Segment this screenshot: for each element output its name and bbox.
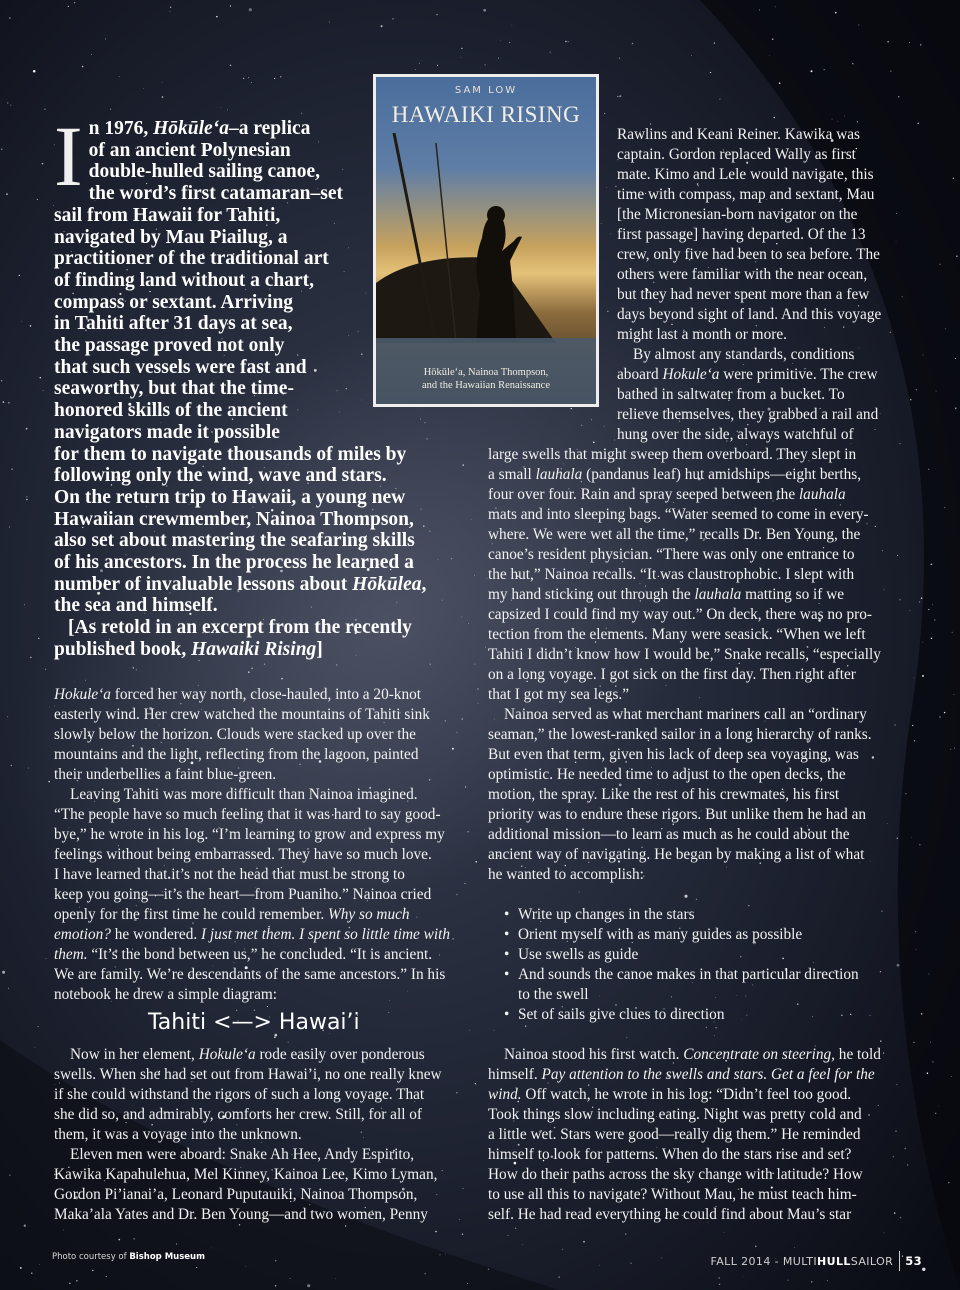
intro-line: navigated by Mau Piailug, a [54, 226, 288, 248]
text-line: Eleven men were aboard: Snake Ah Hee, Andy Espirito, [70, 1146, 415, 1163]
goal-item: • Set of sails give clues to direction [504, 1006, 725, 1023]
text-line: wind. Off watch, he wrote in his log: “Didn’t feel too good. [488, 1086, 852, 1103]
right-column-text [488, 445, 908, 885]
intro-line: number of invaluable lessons about Hōkūlea, [54, 573, 427, 595]
goal-item: • And sounds the canoe makes in that particular direction [504, 966, 859, 983]
intro-line: that such vessels were fast and [54, 356, 307, 378]
text-line: might last a month or more. [617, 326, 787, 343]
text-line: tection from the elements. Many were seasick. “When we left [488, 626, 866, 643]
goal-item: • Use swells as guide [504, 946, 639, 963]
page-number: 53 [905, 1254, 922, 1268]
drop-cap: I [54, 108, 83, 204]
bullet-icon: • [504, 1006, 510, 1023]
text-line: she did so, and admirably, comforts her crew. Still, for all of [54, 1106, 423, 1123]
text-line: bye,” he wrote in his log. “I’m learning to grow and express my [54, 826, 445, 843]
text-line: himself. Pay attention to the swells and stars. Get a feel for the [488, 1066, 875, 1083]
intro-line: honored skills of the ancient [54, 400, 288, 422]
right-column-top-text [617, 125, 917, 445]
text-line: but they had never spent more than a few [617, 286, 870, 303]
intro-line: of his ancestors. In the process he learned a [54, 552, 414, 574]
text-line: How do their paths across the sky change with latitude? How [488, 1166, 863, 1183]
bullet-icon: • [504, 966, 510, 983]
goal-item: to the swell [518, 986, 589, 1003]
text-line: capsized I could find my way out.” On deck, there was no pro- [488, 606, 872, 623]
text-line: Maka’ala Yates and Dr. Ben Young—and two women, Penny [54, 1206, 428, 1223]
text-line: optimistic. He needed time to adjust to the open decks, the [488, 766, 846, 783]
text-line: if she could withstand the rigors of such a long voyage. That [54, 1086, 425, 1103]
book-subtitle: Hōkūle‘a, Nainoa Thompson, and the Hawaiian Renaissance [422, 367, 550, 391]
text-line: captain. Gordon replaced Wally as first [617, 146, 856, 163]
text-line: self. He had read everything he could find about Mau’s star [488, 1206, 852, 1223]
text-line: emotion? he wondered. I just met them. I spent so little time with [54, 926, 450, 943]
text-line: [the Micronesian-born navigator on the [617, 206, 858, 223]
text-line: hung over the side, always watchful of [617, 426, 854, 443]
bullet-icon: • [504, 906, 510, 923]
text-line: Leaving Tahiti was more difficult than Nainoa imagined. [70, 786, 418, 803]
text-line: a small lauhala (pandanus leaf) hut amidships—eight berths, [488, 466, 862, 483]
intro-line: double-hulled sailing canoe, [88, 161, 320, 183]
text-line: keep you going—it’s the heart—from Puaniho.” Nainoa cried [54, 886, 432, 903]
text-line: aboard Hokule‘a were primitive. The crew [617, 366, 878, 383]
text-line: that I got my sea legs.” [488, 686, 630, 703]
diagram-text: Tahiti <—> Hawai’i [148, 1010, 360, 1035]
text-line: notebook he drew a simple diagram: [54, 986, 278, 1003]
text-line: himself to look for patterns. When do the stars rise and set? [488, 1146, 852, 1163]
text-line: where. We were wet all the time,” recalls Dr. Ben Young, the [488, 526, 861, 543]
text-line: But even that term, given his lack of deep sea voyaging, was [488, 746, 859, 763]
text-line: bathed in saltwater from a bucket. To [617, 386, 845, 403]
text-line: Tahiti I didn’t know how I would be,” Snake recalls, “especially [488, 646, 881, 663]
text-line: easterly wind. Her crew watched the mountains of Tahiti sink [54, 706, 430, 723]
text-line: additional mission—to learn as much as he could about the [488, 826, 850, 843]
text-line: the hut,” Nainoa recalls. “It was claustrophobic. I slept with [488, 566, 855, 583]
book-author: SAM LOW [454, 85, 518, 96]
article-intro [54, 108, 474, 661]
intro-line: in Tahiti after 31 days at sea, [54, 313, 293, 335]
text-line: mountains and the light, reflecting from the lagoon, painted [54, 746, 419, 763]
left-column-text [54, 685, 474, 1005]
intro-line: the word’s first catamaran–set [88, 183, 343, 205]
text-line: feelings without being embarrassed. They have so much love. [54, 846, 432, 863]
intro-line: also set about mastering the seafaring skills [54, 530, 415, 552]
intro-line: navigators made it possible [54, 421, 280, 443]
text-line: mate. Kimo and Lele would navigate, this [617, 166, 874, 183]
intro-line: practitioner of the traditional art [54, 248, 329, 270]
intro-line: of an ancient Polynesian [88, 139, 291, 161]
text-line: “The people have so much feeling that it was hard to say good- [54, 806, 441, 823]
goal-item: • Orient myself with as many guides as possible [504, 926, 803, 943]
bullet-icon: • [504, 946, 510, 963]
book-title: HAWAIKI RISING [391, 102, 581, 127]
text-line: Gordon Pi’ianai’a, Leonard Puputauiki, Nainoa Thompson, [54, 1186, 418, 1203]
text-line: slowly below the horizon. Clouds were stacked up over the [54, 726, 416, 743]
text-line: mats and into sleeping bags. “Water seemed to come in every- [488, 506, 869, 523]
intro-line: for them to navigate thousands of miles by [54, 443, 407, 465]
text-line: We are family. We’re descendants of the same ancestors.” In his [54, 966, 446, 983]
text-line: Rawlins and Keani Reiner. Kawika was [617, 126, 860, 143]
text-line: to use all this to navigate? Without Mau, he must teach him- [488, 1186, 857, 1203]
issue-label: FALL 2014 - MULTI [710, 1255, 818, 1268]
text-line: Nainoa stood his first watch. Concentrate on steering, he told [504, 1046, 881, 1063]
text-line: relieve themselves, they grabbed a rail and [617, 406, 879, 423]
text-line: large swells that might sweep them overboard. They slept in [488, 446, 857, 463]
text-line: Took things slow including eating. Night was pretty cold and [488, 1106, 862, 1123]
text-line: days beyond sight of land. And this voyage [617, 306, 882, 323]
text-line: first passage] having departed. Of the 13 [617, 226, 866, 243]
text-line: their underbellies a faint blue-green. [54, 766, 277, 783]
text-line: I have learned that it’s not the head that must be strong to [54, 866, 405, 883]
text-line: By almost any standards, conditions [633, 346, 855, 363]
text-line: time with compass, map and sextant, Mau [617, 186, 875, 203]
text-line: on a long voyage. I got sick on the first day. Then right after [488, 666, 856, 683]
goal-item: • Write up changes in the stars [504, 906, 695, 923]
text-line: swells. When she had set out from Hawai’i, no one really knew [54, 1066, 442, 1083]
text-line: others were familiar with the near ocean, [617, 266, 868, 283]
text-line: Nainoa served as what merchant mariners call an “ordinary [504, 706, 867, 723]
intro-line: following only the wind, wave and stars. [54, 465, 387, 487]
text-line: motion, the spray. Like the rest of his crewmates, his first [488, 786, 840, 803]
page-footer: FALL 2014 - MULTIHULLSAILOR 53 [711, 1251, 922, 1271]
goals-list [504, 905, 924, 1025]
text-line: priority was to endure these rigors. But unlike them he had an [488, 806, 867, 823]
intro-line: [As retold in an excerpt from the recently [68, 617, 412, 639]
intro-line: of finding land without a chart, [54, 269, 315, 291]
text-line: Hokule‘a forced her way north, close-hauled, into a 20-knot [54, 686, 422, 703]
footer-divider [899, 1251, 900, 1271]
bullet-icon: • [504, 926, 510, 943]
text-line: Kawika Kapahulehua, Mel Kinney, Kainoa Lee, Kimo Lyman, [54, 1166, 438, 1183]
text-line: he wanted to accomplish: [488, 866, 644, 883]
intro-line: sail from Hawaii for Tahiti, [54, 204, 281, 226]
text-line: four over four. Rain and spray seeped between the lauhala [488, 486, 846, 503]
text-line: a little wet. Stars were good—really dig them.” He reminded [488, 1126, 861, 1143]
left-column-text-continued [54, 1045, 474, 1225]
intro-line: the passage proved not only [54, 335, 285, 357]
text-line: my hand sticking out through the lauhala matting so if we [488, 586, 845, 603]
intro-line: published book, Hawaiki Rising] [54, 638, 323, 660]
text-line: Now in her element, Hokule‘a rode easily over ponderous [70, 1046, 425, 1063]
intro-line: seaworthy, but that the time- [54, 378, 294, 400]
intro-line: On the return trip to Hawaii, a young new [54, 486, 406, 508]
text-line: seaman,” the lowest-ranked sailor in a long hierarchy of ranks. [488, 726, 872, 743]
intro-line: compass or sextant. Arriving [54, 291, 294, 313]
photo-credit: Photo courtesy of Bishop Museum [52, 1252, 205, 1262]
text-line: them, it was a voyage into the unknown. [54, 1126, 302, 1143]
text-line: openly for the first time he could remember. Why so much [54, 906, 410, 923]
text-line: canoe’s resident physician. “There was only one entrance to [488, 546, 855, 563]
right-column-text-end [488, 1045, 908, 1225]
text-line: them. “It’s the bond between us,” he concluded. “It is ancient. [54, 946, 433, 963]
text-line: crew, only five had been to sea before. The [617, 246, 880, 263]
intro-line: Hawaiian crewmember, Nainoa Thompson, [54, 508, 414, 530]
intro-line: n 1976, Hōkūle‘a–a replica [88, 118, 311, 139]
text-line: ancient way of navigating. He began by making a list of what [488, 846, 865, 863]
intro-line: the sea and himself. [54, 595, 218, 617]
